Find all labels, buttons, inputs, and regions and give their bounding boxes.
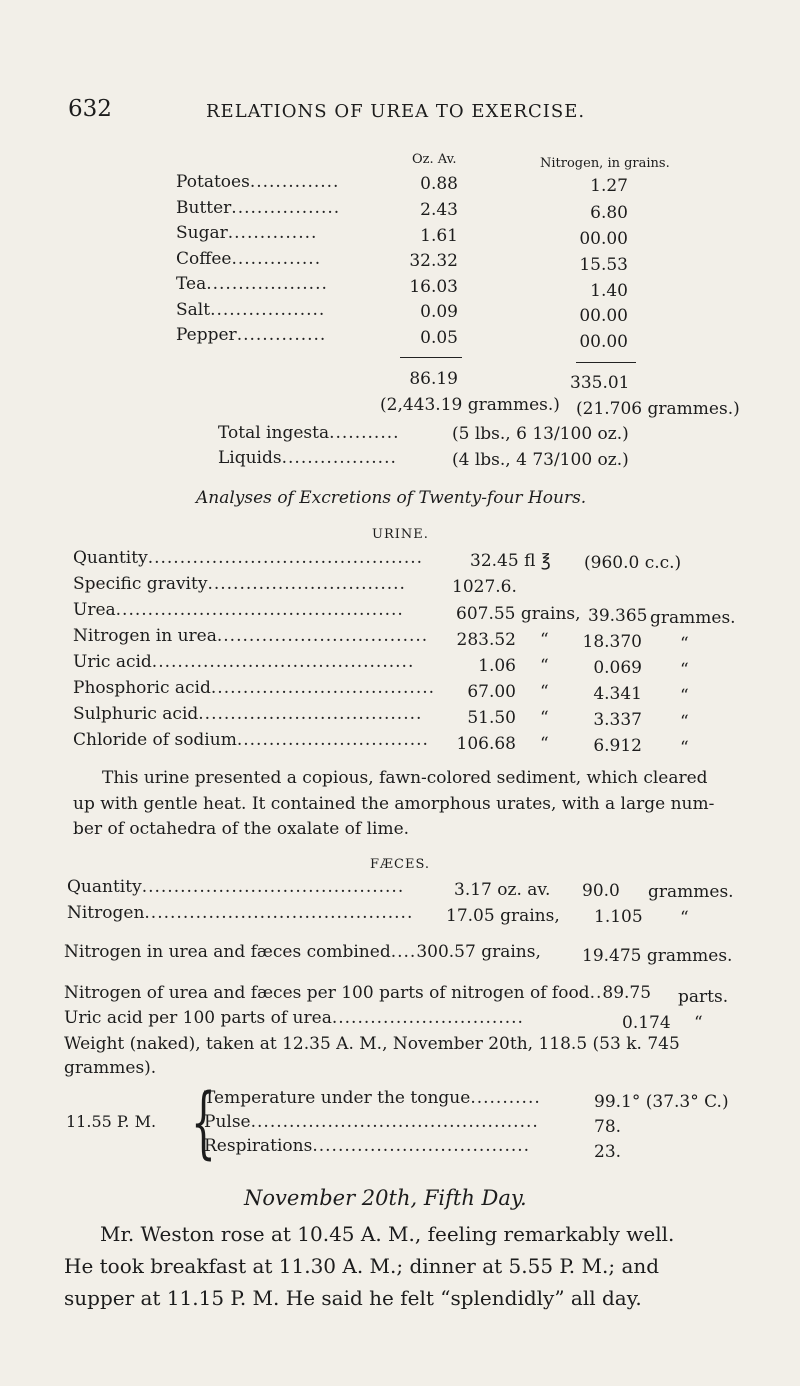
food-oz: 0.09 (420, 302, 458, 322)
ditto-mark: “ (680, 634, 689, 654)
faeces-heading: FÆCES. (370, 857, 431, 872)
urine-value: 32.45 fl ℥ (470, 551, 551, 571)
urine-row-label: Uric acid......................................... (73, 652, 415, 672)
section-title: November 20th, Fifth Day. (244, 1186, 527, 1210)
faeces-unit: grammes. (648, 882, 734, 902)
sum-rule (576, 362, 636, 363)
food-oz: 16.03 (409, 277, 458, 297)
food-oz: 1.61 (420, 226, 458, 246)
urine-value: 3.337 (593, 710, 642, 730)
food-nitrogen: 00.00 (579, 229, 628, 249)
food-oz: 32.32 (409, 251, 458, 271)
urine-value: 39.365 (588, 606, 648, 626)
nitrogen-per-100: Nitrogen of urea and fæces per 100 parts of nitrogen of food..89.75 (64, 983, 652, 1003)
liquids-value: (4 lbs., 4 73/100 oz.) (452, 450, 629, 470)
urine-value: 283.52 (456, 630, 516, 650)
urine-value: 1.06 (478, 656, 516, 676)
total-oz-grammes: (2,443.19 grammes.) (380, 395, 560, 415)
food-nitrogen: 15.53 (579, 255, 628, 275)
total-nitrogen: 335.01 (570, 373, 630, 393)
food-row: Salt.................. (176, 300, 326, 320)
liquids: Liquids.................. (218, 448, 397, 468)
urine-value: 4.341 (593, 684, 642, 704)
total-oz: 86.19 (409, 369, 458, 389)
urine-value: 607.55 grains, (456, 604, 581, 624)
urine-row-label: Quantity........................................... (73, 548, 424, 568)
vitals-value: 78. (594, 1117, 622, 1137)
urine-row-label: Chloride of sodium.............................. (73, 730, 429, 750)
faeces-value: 90.0 (582, 881, 620, 901)
food-row: Potatoes.............. (176, 172, 340, 192)
ditto-mark: “ (540, 656, 549, 676)
paragraph-line: Mr. Weston rose at 10.45 A. M., feeling remarkably well. (100, 1222, 675, 1246)
excretions-title: Analyses of Excretions of Twenty-four Hours. (196, 488, 587, 508)
urine-value: 67.00 (467, 682, 516, 702)
urine-value: 0.069 (593, 658, 642, 678)
paragraph-line: He took breakfast at 11.30 A. M.; dinner at 5.55 P. M.; and (64, 1254, 660, 1278)
faeces-value: 1.105 (594, 907, 643, 927)
food-row: Sugar.............. (176, 223, 318, 243)
ditto-mark: “ (540, 630, 549, 650)
paragraph-line: This urine presented a copious, fawn-colored sediment, which cleared (102, 768, 708, 788)
running-title: RELATIONS OF UREA TO EXERCISE. (206, 101, 586, 122)
food-row: Butter................. (176, 198, 341, 218)
food-nitrogen: 1.40 (590, 281, 628, 301)
paragraph-line: supper at 11.15 P. M. He said he felt “splendidly” all day. (64, 1286, 642, 1310)
total-nitrogen-grammes: (21.706 grammes.) (576, 399, 740, 419)
nitrogen-combined: Nitrogen in urea and fæces combined....300.57 grains, (64, 942, 541, 962)
urine-heading: URINE. (372, 527, 429, 542)
uric-acid-per-100: Uric acid per 100 parts of urea.............................. (64, 1008, 524, 1028)
vitals-value: 99.1° (37.3° C.) (594, 1092, 729, 1112)
vitals-row: Pulse............................................. (204, 1112, 539, 1132)
vitals-value: 23. (594, 1142, 622, 1162)
food-oz: 0.05 (420, 328, 458, 348)
urine-row-label: Sulphuric acid................................... (73, 704, 423, 724)
urine-value: 6.912 (593, 736, 642, 756)
faeces-value: 17.05 grains, (446, 906, 560, 926)
col-header-nitrogen: Nitrogen, in grains. (540, 156, 670, 171)
urine-row-label: Phosphoric acid................................... (73, 678, 436, 698)
food-row: Tea................... (176, 274, 328, 294)
faeces-value: 3.17 oz. av. (454, 880, 551, 900)
ditto-mark: “ (680, 712, 689, 732)
urine-value: 18.370 (582, 632, 642, 652)
brace: { (191, 1078, 216, 1168)
food-oz: 0.88 (420, 174, 458, 194)
nitrogen-combined-grammes: 19.475 grammes. (582, 946, 733, 966)
food-nitrogen: 00.00 (579, 306, 628, 326)
urine-value: 106.68 (456, 734, 516, 754)
faeces-row-label: Nitrogen.......................................... (67, 903, 414, 923)
food-nitrogen: 00.00 (579, 332, 628, 352)
col-header-oz: Oz. Av. (412, 152, 457, 167)
paragraph-line: up with gentle heat. It contained the amorphous urates, with a large num- (73, 794, 715, 814)
food-nitrogen: 6.80 (590, 203, 628, 223)
total-ingesta-value: (5 lbs., 6 13/100 oz.) (452, 424, 629, 444)
uric-acid-per-100-value: 0.174 (622, 1013, 671, 1033)
page-number: 632 (68, 96, 112, 122)
vitals-row: Respirations.................................. (204, 1136, 531, 1156)
food-oz: 2.43 (420, 200, 458, 220)
food-row: Coffee.............. (176, 249, 322, 269)
paragraph-line: ber of octahedra of the oxalate of lime. (73, 819, 410, 839)
urine-value: 1027.6. (452, 577, 517, 597)
ditto-mark: “ (680, 738, 689, 758)
weight-line: grammes). (64, 1058, 157, 1078)
weight-line: Weight (naked), taken at 12.35 A. M., November 20th, 118.5 (53 k. 745 (64, 1034, 680, 1054)
urine-row-label: Nitrogen in urea................................. (73, 626, 429, 646)
ditto-mark: “ (680, 660, 689, 680)
ditto-mark: “ (540, 682, 549, 702)
urine-value: 51.50 (467, 708, 516, 728)
ditto-mark: “ (540, 734, 549, 754)
urine-row-label: Specific gravity............................... (73, 574, 406, 594)
vitals-time: 11.55 P. M. (66, 1112, 157, 1131)
ditto-mark: “ (694, 1013, 703, 1033)
ditto-mark: “ (680, 908, 689, 928)
urine-value: (960.0 c.c.) (584, 553, 682, 573)
food-row: Pepper.............. (176, 325, 327, 345)
total-ingesta: Total ingesta........... (218, 423, 400, 443)
food-nitrogen: 1.27 (590, 176, 628, 196)
nitrogen-per-100-unit: parts. (678, 987, 729, 1007)
urine-unit: grammes. (650, 608, 736, 628)
ditto-mark: “ (680, 686, 689, 706)
urine-row-label: Urea............................................. (73, 600, 404, 620)
sum-rule (400, 357, 462, 358)
vitals-row: Temperature under the tongue........... (204, 1088, 541, 1108)
faeces-row-label: Quantity......................................... (67, 877, 405, 897)
ditto-mark: “ (540, 708, 549, 728)
